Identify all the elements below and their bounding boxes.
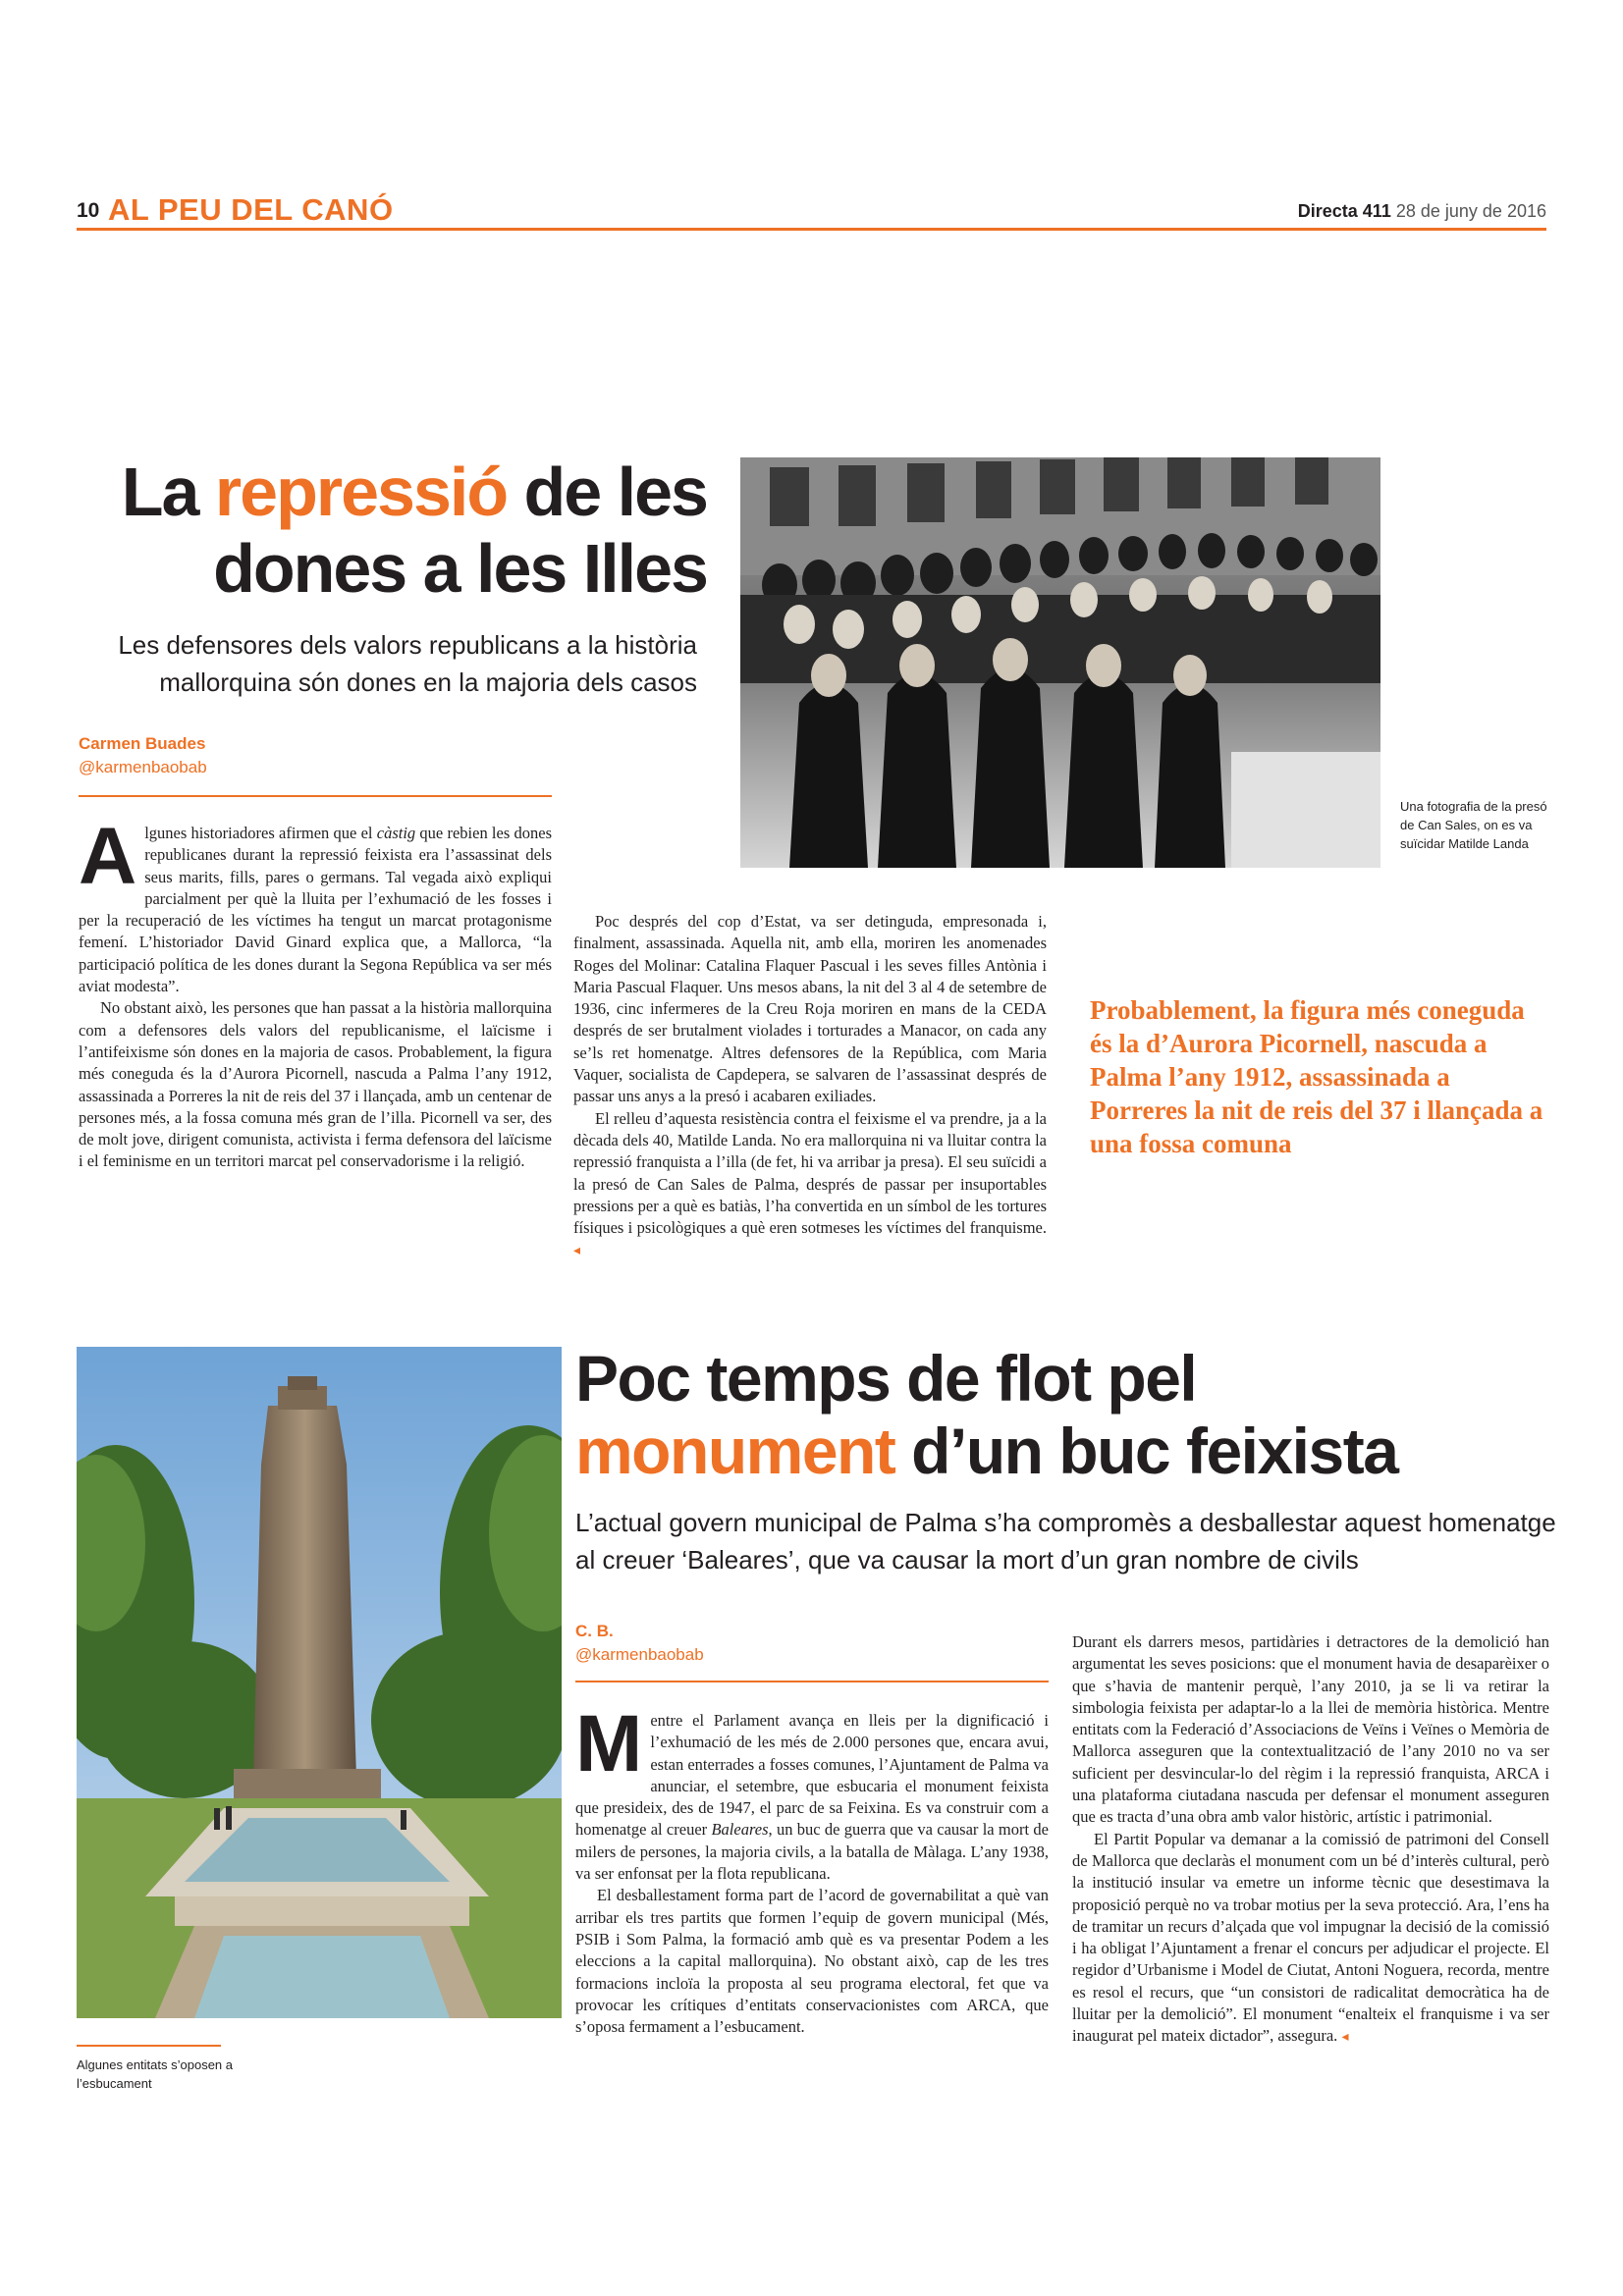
- section-title: AL PEU DEL CANÓ: [108, 192, 394, 227]
- header-rule: [77, 228, 1546, 231]
- monument-photo: [77, 1347, 562, 2018]
- article-1-column-2: [573, 911, 1047, 1261]
- article-2-paragraph: Durant els darrers mesos, partidàries i detractores de la demolició han argumentat les seves posicions: que el monument havia de desaparèixer o que s’havia de mantenir perquè, l’any 2010, ja se li va retirar la simbologia feixista per adaptar-lo a la llei de memòria històrica. Mentre entitats com la Federació d’Associacions de Veïns i Veïnes o Memòria de Mallorca asseguren que la contextualització de l’any 2010 no va ser suficient per desvincular-lo del règim i la repressió franquista, ARCA i una plataforma ciutadana nascuda per defensar el monument asseguren que es tracta d’una obra amb valor històric, artístic i patrimonial.: [1072, 1632, 1549, 1827]
- article-2-paragraph: Mentre el Parlament avança en lleis per la dignificació i l’exhumació de les més de 2.000 persones que, encara avui, estan enterrades a fosses comunes, l’Ajuntament de Palma va anunciar, el setembre, que esbucaria el monument feixista que presideix, des de 1947, el parc de sa Feixina. Es va construir com a homenatge al creuer Baleares, un buc de guerra que va causar la mort de milers de persones, la majoria civils, a la batalla de Màlaga. L’any 1938, va ser enfonsat per la flota republicana.: [575, 1699, 1049, 1884]
- title-highlight: monument: [575, 1415, 895, 1487]
- end-mark-icon: ◂: [573, 1242, 581, 1258]
- article-1-photo-caption: Una fotografia de la presó de Can Sales, on es va suïcidar Matilde Landa: [1400, 799, 1547, 851]
- prison-group-photo: [740, 457, 1380, 868]
- article-1-column-1: [79, 812, 552, 1173]
- drop-cap: M: [575, 1699, 643, 1789]
- caption-rule: [77, 2045, 221, 2047]
- article-2-photo-caption: Algunes entitats s’oposen a l’esbucament: [77, 2057, 233, 2091]
- byline-rule: [79, 795, 552, 797]
- publication-name: Directa 411: [1297, 201, 1391, 221]
- article-1-title: La repressió de les dones a les Illes: [121, 454, 707, 607]
- article-1-paragraph: No obstant això, les persones que han passat a la història mallorquina com a defensores dels valors del republicanisme, el laïcisme i l’antifeixisme són dones en la majoria de casos. Probablement, la figura més coneguda és la d’Aurora Picornell, nascuda a Palma l’any 1912, assassinada a Porreres la nit de reis del 37 i llançada, amb un centenar de persones més, a la fossa comuna més gran de l’illa. Picornell va ser, des de molt jove, dirigent comunista, activista i ferma defensora del laïcisme i el feminisme en un territori marcat pel conservadorisme i la religió.: [79, 998, 552, 1171]
- article-2-column-2: [1072, 1631, 1549, 2048]
- article-1-subtitle: Les defensores dels valors republicans a la història mallorquina són dones en la majoria dels casos: [118, 630, 697, 697]
- article-2-subtitle: L’actual govern municipal de Palma s’ha compromès a desballestar aquest homenatge al creuer ‘Baleares’, que va causar la mort d’un gran nombre de civils: [575, 1508, 1556, 1575]
- article-2-title: Poc temps de flot pel monument d’un buc feixista: [575, 1342, 1398, 1487]
- end-mark-icon: ◂: [1341, 2028, 1349, 2045]
- issue-date: 28 de juny de 2016: [1395, 201, 1546, 221]
- article-2-author-handle: @karmenbaobab: [575, 1645, 704, 1664]
- article-2-paragraph: El Partit Popular va demanar a la comissió de patrimoni del Consell de Mallorca que declaràs el monument com un bé d’interès cultural, però la institució insular va emetre un informe tècnic que desestimava la proposició perquè no va trobar motius per la seva protecció. Ara, l’ens ha de tramitar un recurs d’alçada que vol impugnar la decisió de la comissió i ha obligat l’Ajuntament a frenar el concurs per adjudicar el projecte. El regidor d’Urbanisme i Model de Ciutat, Antoni Noguera, recorda, mentre es resol el recurs, que “un consistori de radicalitat democràtica ha de lluitar per la demolició”. El monument “enalteix el franquisme i va ser inaugurat pel mateix dictador”, assegura. ◂: [1072, 1829, 1549, 2046]
- title-highlight: repressió: [214, 454, 508, 530]
- article-2-column-1: [575, 1699, 1049, 2038]
- article-1-paragraph: Algunes historiadores afirmen que el càstig que rebien les dones republicanes durant la repressió feixista era l’assassinat dels seus marits, fills, pares o germans. Tal vegada això expliqui parcialment per què la lluita per l’exhumació de les fosses i per la recuperació de les víctimes ha tengut un marcat protagonisme femení. L’historiador David Ginard explica que, a Mallorca, “la participació política de les dones durant la Segona República va ser més aviat modesta”.: [79, 812, 552, 996]
- byline-rule: [575, 1681, 1049, 1682]
- page-number: 10: [77, 199, 100, 222]
- drop-cap: A: [79, 812, 137, 901]
- article-1-author-handle: @karmenbaobab: [79, 758, 207, 776]
- issue-info: [1298, 201, 1546, 222]
- article-2-paragraph: El desballestament forma part de l’acord de governabilitat a què van arribar els tres partits que formen l’equip de govern municipal (Més, PSIB i Som Palma, la formació amb què es va presentar Podem a les eleccions a la capital mallorquina). No obstant això, cap de les tres formacions incloïa la proposta al seu programa electoral, fet que va provocar les crítiques d’entitats conservacionistes com ARCA, que s’oposa fermament a l’esbucament.: [575, 1886, 1049, 2037]
- article-2-author: C. B.: [575, 1622, 614, 1640]
- article-1-paragraph: Poc després del cop d’Estat, va ser detinguda, empresonada i, finalment, assassinada. Aquella nit, amb ella, moriren les anomenades Roges del Molinar: Catalina Flaquer Pascual i les seves filles Antònia i Maria Pascual Flaquer. Uns mesos abans, la nit del 3 al 4 de setembre de 1936, cinc infermeres de la Creu Roja moriren en mans de la CEDA després de ser brutalment violades i torturades a Manacor, on cada any se’ls ret homenatge. Altres defensores de la República, com Maria Vaquer, socialista de Capdepera, se salvaren de l’assassinat després de passar uns anys a la presó i acabaren exiliades.: [573, 912, 1047, 1106]
- pull-quote: Probablement, la figura més coneguda és la d’Aurora Picornell, nascuda a Palma l’any 1912, assassinada a Porreres la nit de reis del 37 i llançada a una fossa comuna: [1090, 995, 1543, 1158]
- article-1-author: Carmen Buades: [79, 734, 206, 753]
- article-1-paragraph: El relleu d’aquesta resistència contra el feixisme el va prendre, ja a la dècada dels 40, Matilde Landa. No era mallorquina ni va lluitar contra la repressió franquista a l’illa (de fet, hi va arribar ja presa). El seu suïcidi a la presó de Can Sales de Palma, després de passar per insuportables pressions per a què es batiàs, l’ha convertida en un símbol de les tortures físiques i psicològiques a què eren sotmeses les víctimes del franquisme. ◂: [573, 1108, 1047, 1258]
